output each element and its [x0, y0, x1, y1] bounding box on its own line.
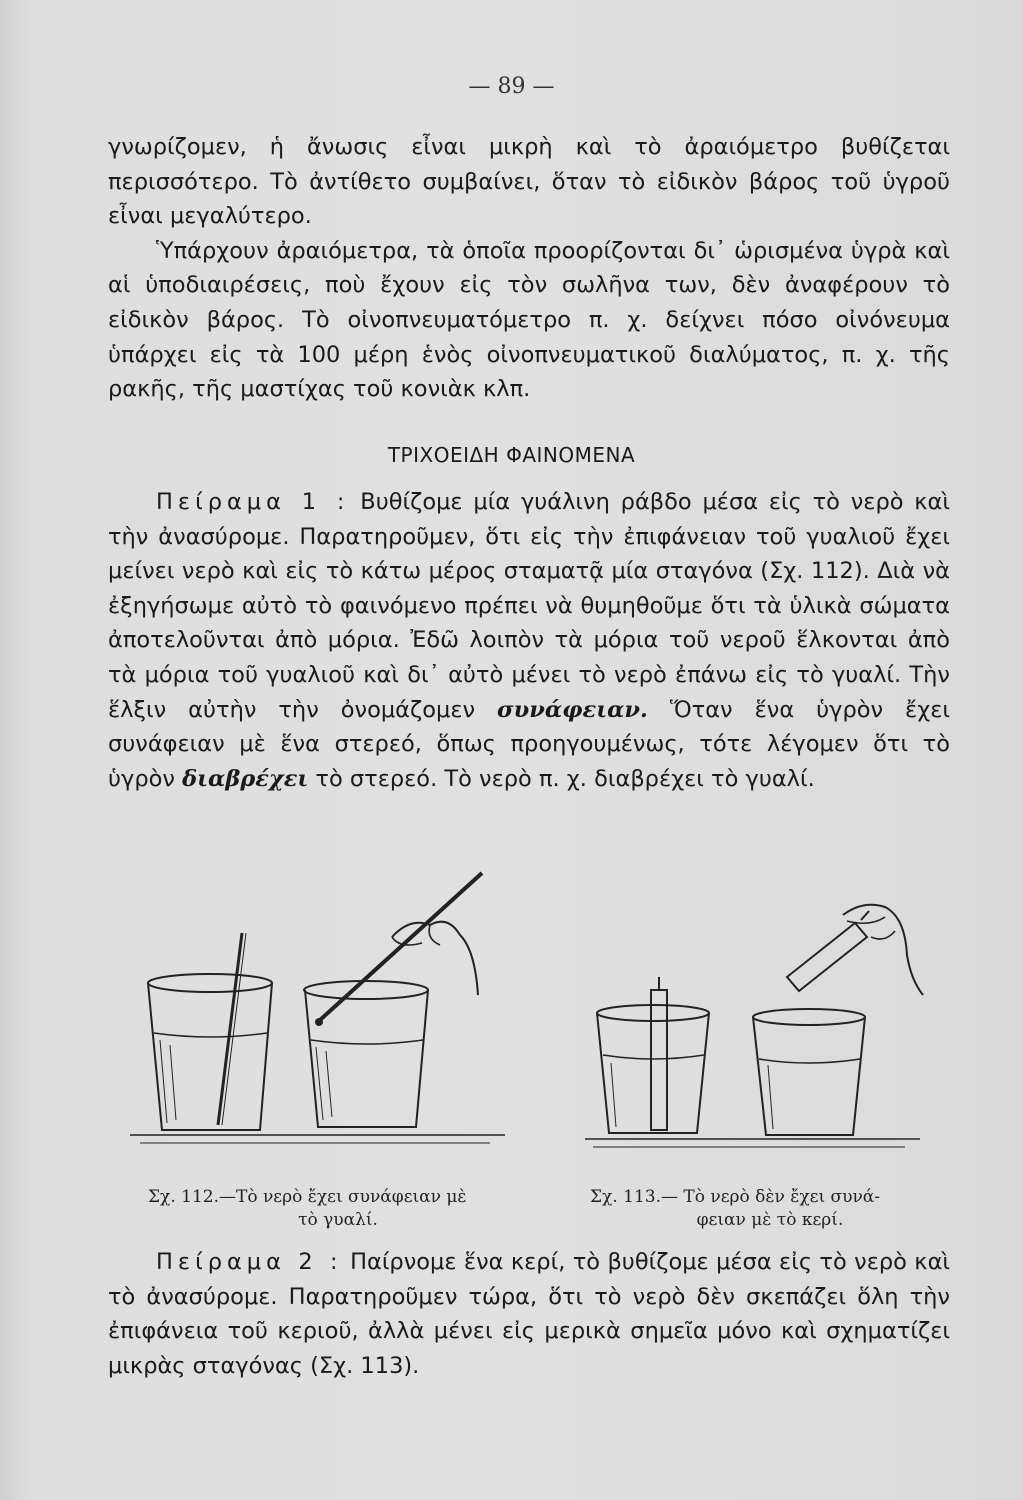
figure-113-caption-line2: φειαν μὲ τὸ κερί. [696, 1210, 844, 1230]
glass-rod-left [218, 933, 242, 1125]
figure-113-illustration [585, 895, 925, 1165]
term-diavrechei: διαβρέχει [182, 765, 309, 792]
figure-112-caption-line1: Σχ. 112.—Τὸ νερὸ ἔχει συνάφειαν μὲ [148, 1187, 467, 1207]
section-heading: ΤΡΙΧΟΕΙΔΗ ΦΑΙΝΟΜΕΝΑ [387, 443, 636, 467]
figure-112-illustration [130, 865, 510, 1165]
paragraph-1: γνωρίζομεν, ἡ ἄνωσις εἶναι μικρὴ καὶ τὸ ἀραιόμετρο βυθίζεται περισσότερο. Τὸ ἀντίθετο συμβαίνει, ὅταν τὸ εἰδικὸν βάρος τοῦ ὑγροῦ εἶναι μεγαλύτερο. [108, 134, 950, 230]
figure-113-caption-line1: Σχ. 113.— Τὸ νερὸ δὲν ἔχει συνά- [590, 1187, 881, 1207]
body-text-top [108, 130, 950, 407]
page-number: — 89 — [468, 74, 555, 99]
experiment-1-text-b: Ὅταν ἕνα ὑγρὸν ἔχει συνάφειαν μὲ ἕνα στερεό, ὅπως προηγουμένως, τότε λέγομεν ὅτι τὸ ὑγρὸν [108, 696, 950, 792]
experiment-2-paragraph [108, 1245, 950, 1383]
candle [651, 990, 667, 1130]
glass-right [305, 990, 428, 1127]
experiment-1-text-a: Βυθίζομε μία γυάλινη ράβδο μέσα εἰς τὸ νερὸ καὶ τὴν ἀνασύρομε. Παρατηροῦμεν, ὅτι εἰς τὴν ἐπιφάνειαν τοῦ γυαλιοῦ ἔχει μείνει νερὸ καὶ εἰς τὸ κάτω μέρος σταματᾷ μία σταγόνα (Σχ. 112). Διὰ νὰ ἐξηγήσωμε αὐτὸ τὸ φαινόμενο πρέπει νὰ θυμηθοῦμε ὅτι τὰ ὑλικὰ σώματα ἀποτελοῦνται ἀπὸ μόρια. Ἐδῶ λοιπὸν τὰ μόρια τοῦ νεροῦ ἕλκονται ἀπὸ τὰ μόρια τοῦ γυαλιοῦ καὶ δι᾽ αὐτὸ μένει τὸ νερὸ ἐπάνω εἰς τὸ γυαλί. Τὴν ἕλξιν αὐτὴν τὴν ὀνομάζομεν [108, 489, 951, 723]
glass-left [597, 1013, 709, 1133]
experiment-1-text-c: τὸ στερεό. Τὸ νερὸ π. χ. διαβρέχει τὸ γυαλί. [315, 765, 815, 792]
experiment-1 [108, 485, 950, 796]
figure-112-caption-line2: τὸ γυαλί. [298, 1210, 378, 1230]
experiment-1-label: Πείραμα 1 : [156, 489, 350, 515]
glass-right [753, 1017, 865, 1135]
figure-113-caption [590, 1186, 950, 1232]
experiment-2-text: Παίρνομε ἕνα κερί, τὸ βυθίζομε μέσα εἰς τὸ νερὸ καὶ τὸ ἀνασύρομε. Παρατηροῦμεν τώρα, ὅτι τὸ νερὸ δὲν σκεπάζει ὅλη τὴν ἐπιφάνεια τοῦ κεριοῦ, ἀλλὰ μένει εἰς μερικὰ σημεῖα μόνο καὶ σχηματίζει μικρὰς σταγόνας (Σχ. 113). [108, 1249, 951, 1379]
hand-left-figure [392, 922, 478, 995]
experiment-1-paragraph [108, 485, 950, 796]
figure-112-caption [148, 1186, 528, 1232]
glass-left [148, 983, 272, 1130]
term-synafeia: συνάφειαν. [497, 696, 648, 723]
candle-held [787, 923, 867, 991]
experiment-2 [108, 1245, 950, 1383]
experiment-2-label: Πείραμα 2 : [156, 1249, 343, 1275]
paragraph-2: Ὑπάρχουν ἀραιόμετρα, τὰ ὁποῖα προορίζονται δι᾽ ὡρισμένα ὑγρὰ καὶ αἱ ὑποδιαιρέσεις, ποὺ ἔχουν εἰς τὸν σωλῆνα των, δὲν ἀναφέρουν τὸ εἰδικὸν βάρος. Τὸ οἰνοπνευματόμετρο π. χ. δείχνει πόσο οἰνόνευμα ὑπάρχει εἰς τὰ 100 μέρη ἑνὸς οἰνοπνευματικοῦ διαλύματος, π. χ. τῆς ρακῆς, τῆς μαστίχας τοῦ κονιὰκ κλπ. [108, 237, 950, 403]
